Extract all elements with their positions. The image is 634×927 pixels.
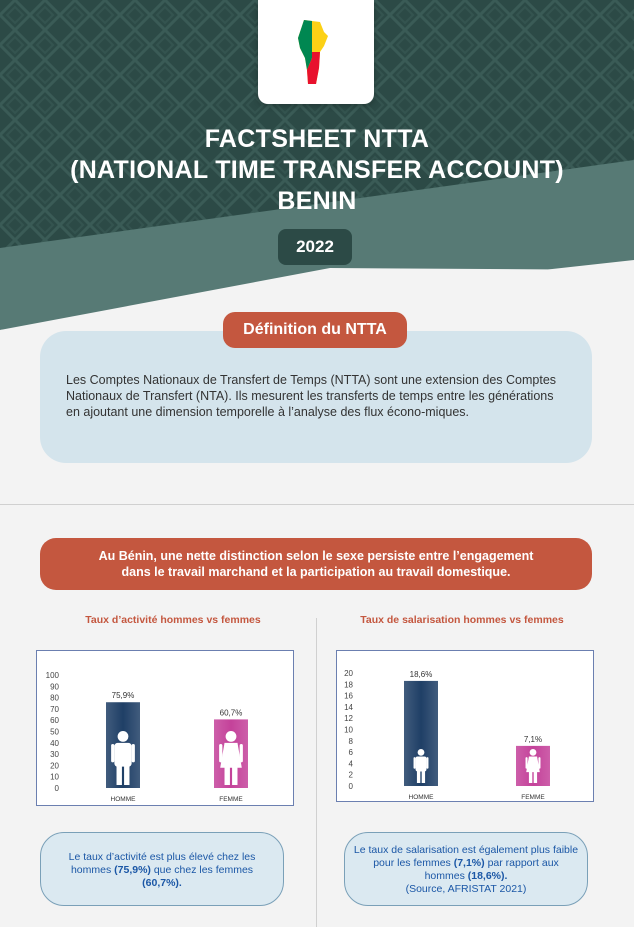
salary-chart xyxy=(337,651,595,803)
y-tick-label: 80 xyxy=(50,693,59,703)
salary-note-pre: Le taux de salarisation est également plus faible pour les femmes xyxy=(353,844,579,869)
section-divider xyxy=(0,504,634,505)
y-tick-label: 6 xyxy=(348,748,353,758)
y-tick-label: 0 xyxy=(348,782,353,791)
x-tick-label: HOMME xyxy=(110,796,136,803)
activity-note-mid: que chez les femmes xyxy=(150,864,254,876)
data-label-femme: 7,1% xyxy=(523,734,543,744)
salary-note-women-value: (7,1%) xyxy=(453,857,485,869)
x-tick-label: FEMME xyxy=(219,796,243,803)
activity-note-pre: Le taux d’activité est plus élevé chez les hommes xyxy=(68,851,256,876)
y-tick-label: 60 xyxy=(50,716,59,726)
y-tick-label: 50 xyxy=(50,727,59,737)
banner-line-2: dans le travail marchand et la participation au travail domestique. xyxy=(121,565,511,579)
activity-chart xyxy=(37,651,295,807)
y-tick-label: 16 xyxy=(344,691,353,701)
page-title xyxy=(0,124,634,217)
y-tick-label: 20 xyxy=(50,761,59,771)
title-line-2: (NATIONAL TIME TRANSFER ACCOUNT) xyxy=(70,156,564,184)
y-tick-label: 70 xyxy=(50,704,59,714)
y-tick-label: 0 xyxy=(54,784,59,793)
data-label-femme: 60,7% xyxy=(219,708,243,718)
y-tick-label: 30 xyxy=(50,750,59,760)
y-tick-label: 4 xyxy=(348,759,353,769)
gender-banner xyxy=(40,538,592,590)
salary-note xyxy=(344,832,588,906)
salary-note-mid: par rapport aux hommes xyxy=(424,857,559,882)
y-tick-label: 40 xyxy=(50,738,59,748)
chart-title-activity: Taux d’activité hommes vs femmes xyxy=(85,614,261,626)
y-tick-label: 18 xyxy=(344,680,353,690)
activity-note-men-value: (75,9%) xyxy=(114,864,151,876)
y-tick-label: 20 xyxy=(344,669,353,678)
salary-note-men-value: (18,6%). xyxy=(467,870,508,882)
benin-map-flag-icon xyxy=(294,18,338,86)
y-tick-label: 10 xyxy=(344,725,353,735)
y-tick-label: 12 xyxy=(344,714,353,724)
data-label-homme: 18,6% xyxy=(409,669,433,679)
x-tick-label: FEMME xyxy=(521,794,545,801)
activity-note-women-value: (60,7%). xyxy=(142,877,182,889)
salary-note-source: (Source, AFRISTAT 2021) xyxy=(405,883,527,895)
y-tick-label: 90 xyxy=(50,682,59,692)
definition-title: Définition du NTTA xyxy=(223,312,407,348)
y-tick-label: 2 xyxy=(348,770,353,780)
title-line-1: FACTSHEET NTTA xyxy=(204,125,430,153)
chart-title-salary: Taux de salarisation hommes vs femmes xyxy=(360,614,564,626)
activity-note xyxy=(40,832,284,906)
year-badge: 2022 xyxy=(278,229,352,265)
y-tick-label: 14 xyxy=(344,702,353,712)
data-label-homme: 75,9% xyxy=(111,691,135,701)
y-tick-label: 8 xyxy=(348,736,353,746)
salary-chart-frame xyxy=(336,650,594,802)
y-tick-label: 10 xyxy=(50,772,59,782)
banner-line-1: Au Bénin, une nette distinction selon le sexe persiste entre l’engagement xyxy=(98,549,534,563)
definition-text: Les Comptes Nationaux de Transfert de Temps (NTTA) sont une extension des Comptes Nationaux de Transfert (NTA). Ils mesurent les transferts de temps entre les générations en ajoutant une dimension temporelle à l’analyse des flux écono-miques. xyxy=(66,373,557,419)
activity-chart-frame xyxy=(36,650,294,806)
logo-card xyxy=(258,0,374,104)
x-tick-label: HOMME xyxy=(408,794,434,801)
title-line-3: BENIN xyxy=(277,187,357,215)
y-tick-label: 100 xyxy=(45,671,59,680)
column-divider xyxy=(316,618,317,927)
